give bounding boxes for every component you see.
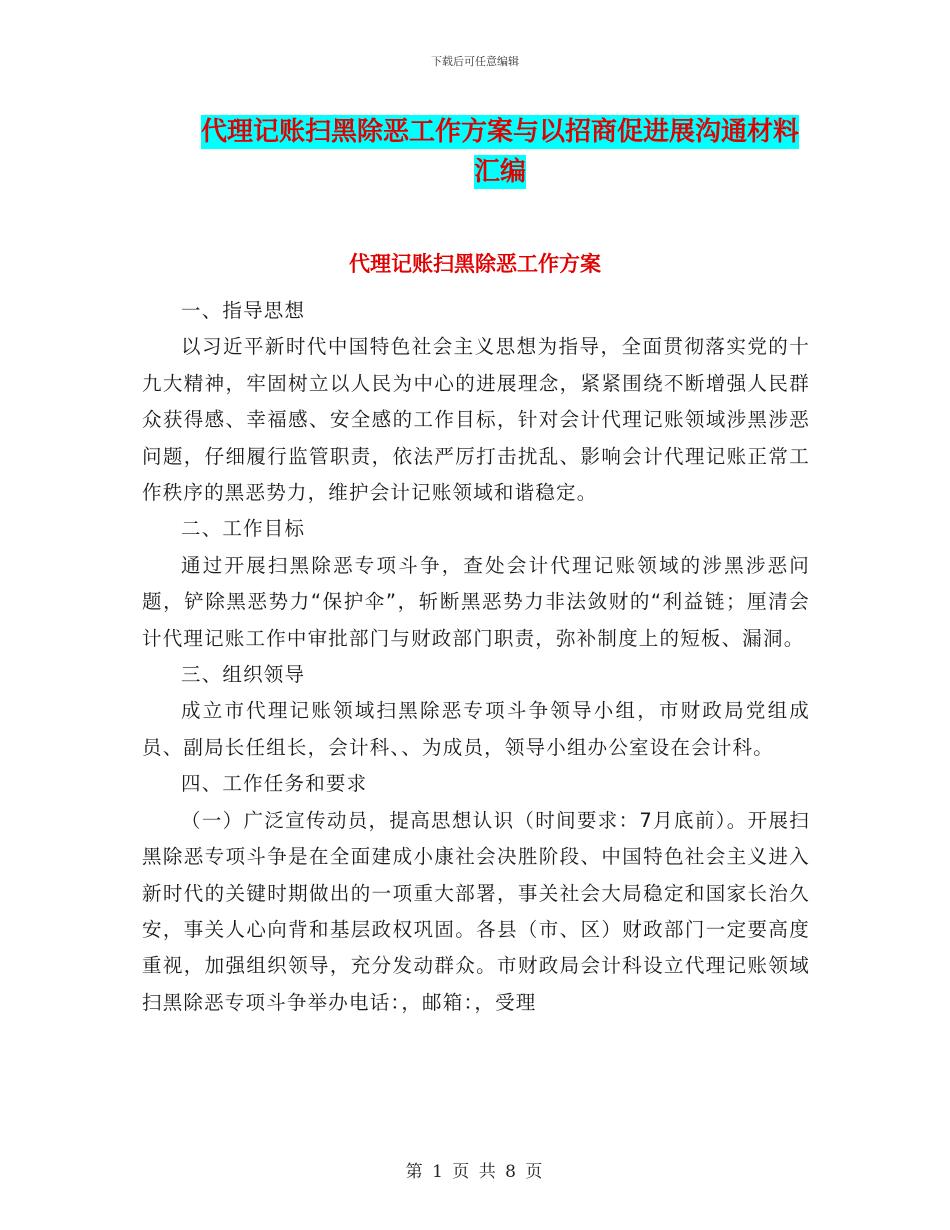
document-title-line-2: 汇编 [473,157,526,187]
document-title-line-1: 代理记账扫黑除恶工作方案与以招商促进展沟通材料 [200,117,799,147]
heading-organization: 三、组织领导 [181,663,306,687]
paragraph-work-goals: 通过开展扫黑除恶专项斗争，查处会计代理记账领域的涉黑涉恶问题，铲除黑恶势力“保护伞”，斩断黑恶势力非法敛财的“利益链；厘清会计代理记账工作中审批部门与财政部门职责，弥补制度上的短板、漏洞。 [142,553,810,650]
heading-guiding-ideology: 一、指导思想 [181,299,306,322]
page-footer: 第 1 页 共 8 页 [405,1162,545,1182]
page-header-note: 下载后可任意编辑 [431,55,519,68]
document-body [142,293,810,1021]
paragraph-guiding-ideology: 以习近平新时代中国特色社会主义思想为指导，全面贯彻落实党的十九大精神，牢固树立以人民为中心的进展理念，紧紧围绕不断增强人民群众获得感、幸福感、安全感的工作目标，针对会计代理记账领域涉黑涉恶问题，仔细履行监管职责，依法严厉打击扰乱、影响会计代理记账正常工作秩序的黑恶势力，维护会计记账领域和谐稳定。 [142,335,810,505]
document-title [190,112,810,192]
section-title: 代理记账扫黑除恶工作方案 [349,252,601,276]
paragraph-tasks: （一）广泛宣传动员，提高思想认识（时间要求：7月底前）。开展扫黑除恶专项斗争是在全面建成小康社会决胜阶段、中国特色社会主义进入新时代的关键时期做出的一项重大部署，事关社会大局稳定和国家长治久安，事关人心向背和基层政权巩固。各县（市、区）财政部门一定要高度重视，加强组织领导，充分发动群众。市财政局会计科设立代理记账领域扫黑除恶专项斗争举办电话：，邮箱：，受理 [142,808,810,1014]
heading-work-goals: 二、工作目标 [181,517,306,541]
heading-tasks: 四、工作任务和要求 [181,772,368,796]
paragraph-organization: 成立市代理记账领域扫黑除恶专项斗争领导小组，市财政局党组成员、副局长任组长，会计科、、为成员，领导小组办公室设在会计科。 [142,699,810,759]
